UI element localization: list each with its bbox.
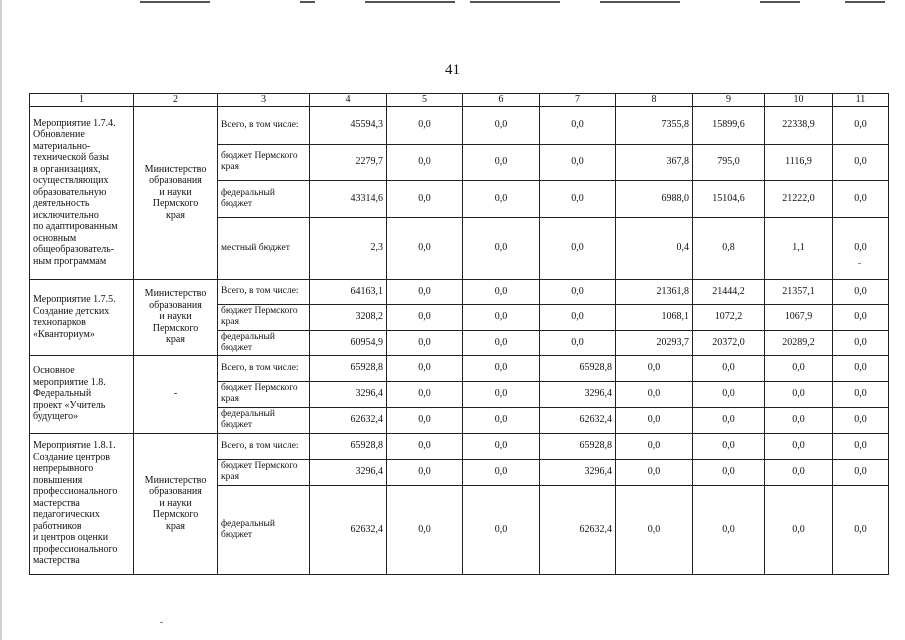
value-cell-col-10: 22338,9: [765, 106, 833, 144]
value-cell-col-5: 0,0: [387, 459, 463, 485]
value-cell-col-5: 0,0: [387, 381, 463, 407]
funding-source-cell: Всего, в том числе:: [218, 433, 310, 459]
scan-edge: [0, 0, 2, 640]
value-cell-col-9: 1072,2: [693, 304, 765, 330]
responsible-executor-cell: -: [134, 355, 218, 433]
value-cell-col-8: 0,0: [616, 381, 693, 407]
table-row: [30, 106, 889, 144]
value-cell-col-4: 2,3: [310, 217, 387, 279]
scan-speck: [858, 263, 861, 264]
value-cell-col-4: 64163,1: [310, 279, 387, 304]
value-cell-col-7: 0,0: [540, 180, 616, 217]
scan-top-marks: [0, 0, 905, 6]
measure-name-cell: Мероприятие 1.8.1. Создание центров непрерывного повышения профессионального мастерства педагогических работников и центров оценки профессионального мастерства: [30, 433, 134, 574]
value-cell-col-10: 21222,0: [765, 180, 833, 217]
measure-name-cell: Мероприятие 1.7.5. Создание детских технопарков «Кванториум»: [30, 279, 134, 355]
value-cell-col-8: 21361,8: [616, 279, 693, 304]
funding-source-cell: федеральный бюджет: [218, 180, 310, 217]
value-cell-col-8: 0,0: [616, 355, 693, 381]
value-cell-col-10: 0,0: [765, 485, 833, 574]
funding-source-cell: бюджет Пермского края: [218, 144, 310, 180]
value-cell-col-9: 0,0: [693, 355, 765, 381]
value-cell-col-5: 0,0: [387, 180, 463, 217]
funding-source-cell: Всего, в том числе:: [218, 355, 310, 381]
value-cell-col-6: 0,0: [463, 433, 540, 459]
value-cell-col-7: 0,0: [540, 144, 616, 180]
header-cell-10: 10: [765, 94, 833, 107]
header-row: [30, 94, 889, 107]
value-cell-col-10: 0,0: [765, 355, 833, 381]
value-cell-col-9: 21444,2: [693, 279, 765, 304]
value-cell-col-6: 0,0: [463, 355, 540, 381]
funding-source-cell: Всего, в том числе:: [218, 106, 310, 144]
value-cell-col-5: 0,0: [387, 485, 463, 574]
value-cell-col-8: 0,0: [616, 407, 693, 433]
value-cell-col-7: 65928,8: [540, 355, 616, 381]
value-cell-col-9: 15899,6: [693, 106, 765, 144]
value-cell-col-4: 3296,4: [310, 381, 387, 407]
value-cell-col-7: 62632,4: [540, 485, 616, 574]
value-cell-col-11: 0,0: [833, 485, 889, 574]
responsible-executor-cell: Министерство образования и науки Пермского края: [134, 433, 218, 574]
funding-source-cell: Всего, в том числе:: [218, 279, 310, 304]
value-cell-col-4: 43314,6: [310, 180, 387, 217]
value-cell-col-10: 0,0: [765, 459, 833, 485]
measure-name-cell: Основное мероприятие 1.8. Федеральный проект «Учитель будущего»: [30, 355, 134, 433]
table-row: [30, 433, 889, 459]
value-cell-col-7: 0,0: [540, 330, 616, 355]
header-cell-5: 5: [387, 94, 463, 107]
value-cell-col-5: 0,0: [387, 279, 463, 304]
value-cell-col-7: 3296,4: [540, 381, 616, 407]
value-cell-col-7: 65928,8: [540, 433, 616, 459]
value-cell-col-10: 20289,2: [765, 330, 833, 355]
value-cell-col-8: 7355,8: [616, 106, 693, 144]
table-row: [30, 355, 889, 381]
value-cell-col-8: 0,0: [616, 485, 693, 574]
value-cell-col-8: 0,0: [616, 433, 693, 459]
value-cell-col-7: 0,0: [540, 304, 616, 330]
value-cell-col-6: 0,0: [463, 485, 540, 574]
header-cell-9: 9: [693, 94, 765, 107]
value-cell-col-6: 0,0: [463, 180, 540, 217]
value-cell-col-8: 20293,7: [616, 330, 693, 355]
value-cell-col-6: 0,0: [463, 144, 540, 180]
value-cell-col-4: 2279,7: [310, 144, 387, 180]
value-cell-col-11: 0,0: [833, 433, 889, 459]
responsible-executor-cell: Министерство образования и науки Пермского края: [134, 106, 218, 279]
value-cell-col-9: 0,0: [693, 485, 765, 574]
value-cell-col-6: 0,0: [463, 279, 540, 304]
value-cell-col-11: 0,0: [833, 459, 889, 485]
value-cell-col-9: 0,0: [693, 381, 765, 407]
value-cell-col-8: 367,8: [616, 144, 693, 180]
header-cell-8: 8: [616, 94, 693, 107]
value-cell-col-7: 62632,4: [540, 407, 616, 433]
funding-source-cell: бюджет Пермского края: [218, 459, 310, 485]
value-cell-col-9: 0,0: [693, 459, 765, 485]
value-cell-col-5: 0,0: [387, 217, 463, 279]
value-cell-col-4: 65928,8: [310, 433, 387, 459]
header-cell-1: 1: [30, 94, 134, 107]
funding-source-cell: местный бюджет: [218, 217, 310, 279]
value-cell-col-5: 0,0: [387, 304, 463, 330]
value-cell-col-11: 0,0: [833, 106, 889, 144]
value-cell-col-6: 0,0: [463, 330, 540, 355]
value-cell-col-11: 0,0: [833, 144, 889, 180]
funding-source-cell: бюджет Пермского края: [218, 381, 310, 407]
value-cell-col-7: 0,0: [540, 106, 616, 144]
value-cell-col-9: 795,0: [693, 144, 765, 180]
value-cell-col-11: 0,0: [833, 355, 889, 381]
value-cell-col-11: 0,0: [833, 304, 889, 330]
value-cell-col-5: 0,0: [387, 330, 463, 355]
value-cell-col-10: 1116,9: [765, 144, 833, 180]
value-cell-col-6: 0,0: [463, 106, 540, 144]
value-cell-col-11: 0,0: [833, 330, 889, 355]
value-cell-col-8: 1068,1: [616, 304, 693, 330]
page-number: 41: [445, 62, 460, 78]
value-cell-col-11: 0,0: [833, 407, 889, 433]
value-cell-col-8: 0,0: [616, 459, 693, 485]
funding-source-cell: федеральный бюджет: [218, 407, 310, 433]
value-cell-col-6: 0,0: [463, 381, 540, 407]
value-cell-col-11: 0,0: [833, 381, 889, 407]
value-cell-col-10: 0,0: [765, 407, 833, 433]
value-cell-col-5: 0,0: [387, 407, 463, 433]
measure-name-cell: Мероприятие 1.7.4. Обновление материально- технической базы в организациях, осуществляющих образовательную деятельность исключительно по адаптированным основным общеобразователь- ным программам: [30, 106, 134, 279]
value-cell-col-4: 60954,9: [310, 330, 387, 355]
funding-source-cell: бюджет Пермского края: [218, 304, 310, 330]
value-cell-col-4: 45594,3: [310, 106, 387, 144]
budget-table: [29, 93, 889, 575]
header-cell-3: 3: [218, 94, 310, 107]
value-cell-col-5: 0,0: [387, 433, 463, 459]
value-cell-col-6: 0,0: [463, 304, 540, 330]
value-cell-col-7: 0,0: [540, 279, 616, 304]
value-cell-col-9: 0,0: [693, 433, 765, 459]
value-cell-col-4: 3208,2: [310, 304, 387, 330]
value-cell-col-7: 3296,4: [540, 459, 616, 485]
value-cell-col-9: 20372,0: [693, 330, 765, 355]
value-cell-col-4: 65928,8: [310, 355, 387, 381]
value-cell-col-11: 0,0: [833, 180, 889, 217]
value-cell-col-4: 62632,4: [310, 407, 387, 433]
value-cell-col-6: 0,0: [463, 407, 540, 433]
funding-source-cell: федеральный бюджет: [218, 330, 310, 355]
header-cell-4: 4: [310, 94, 387, 107]
scan-speck: [160, 622, 163, 623]
header-cell-6: 6: [463, 94, 540, 107]
value-cell-col-9: 0,0: [693, 407, 765, 433]
value-cell-col-10: 1,1: [765, 217, 833, 279]
value-cell-col-6: 0,0: [463, 459, 540, 485]
value-cell-col-10: 0,0: [765, 381, 833, 407]
value-cell-col-8: 6988,0: [616, 180, 693, 217]
header-cell-11: 11: [833, 94, 889, 107]
value-cell-col-9: 15104,6: [693, 180, 765, 217]
value-cell-col-10: 0,0: [765, 433, 833, 459]
value-cell-col-10: 21357,1: [765, 279, 833, 304]
responsible-executor-cell: Министерство образования и науки Пермского края: [134, 279, 218, 355]
value-cell-col-6: 0,0: [463, 217, 540, 279]
value-cell-col-8: 0,4: [616, 217, 693, 279]
header-cell-2: 2: [134, 94, 218, 107]
value-cell-col-9: 0,8: [693, 217, 765, 279]
value-cell-col-4: 3296,4: [310, 459, 387, 485]
value-cell-col-11: 0,0: [833, 217, 889, 279]
value-cell-col-4: 62632,4: [310, 485, 387, 574]
value-cell-col-5: 0,0: [387, 106, 463, 144]
header-cell-7: 7: [540, 94, 616, 107]
table-row: [30, 279, 889, 304]
value-cell-col-5: 0,0: [387, 355, 463, 381]
value-cell-col-11: 0,0: [833, 279, 889, 304]
value-cell-col-7: 0,0: [540, 217, 616, 279]
value-cell-col-10: 1067,9: [765, 304, 833, 330]
funding-source-cell: федеральный бюджет: [218, 485, 310, 574]
value-cell-col-5: 0,0: [387, 144, 463, 180]
